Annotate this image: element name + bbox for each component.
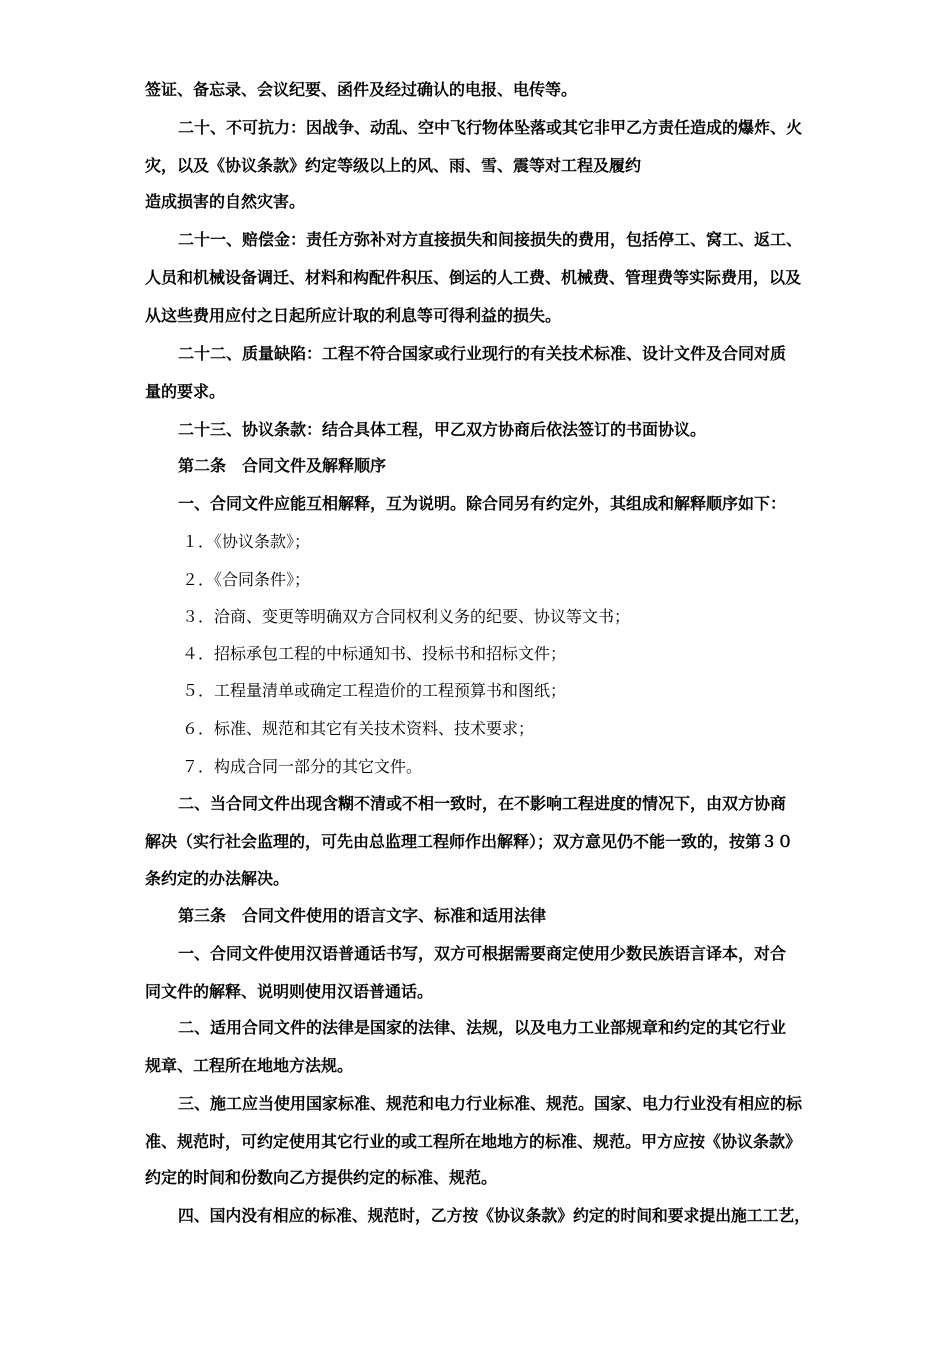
list-item: ５．工程量清单或确定工程造价的工程预算书和图纸； — [182, 681, 567, 700]
text-line: 二、适用合同文件的法律是国家的法律、法规，以及电力工业部规章和约定的其它行业 — [178, 1018, 787, 1037]
text-line: 二十二、质量缺陷：工程不符合国家或行业现行的有关技术标准、设计文件及合同对质 — [178, 344, 787, 363]
text-line: 二十、不可抗力：因战争、动乱、空中飞行物体坠落或其它非甲乙方责任造成的爆炸、火 — [178, 118, 803, 137]
section-heading: 第二条 合同文件及解释顺序 — [178, 456, 387, 475]
text-line: 二、当合同文件出现含糊不清或不相一致时，在不影响工程进度的情况下，由双方协商 — [178, 794, 787, 813]
list-item: １．《协议条款》； — [182, 532, 311, 551]
text-line: 人员和机械设备调迁、材料和构配件积压、倒运的人工费、机械费、管理费等实际费用，以及 — [145, 268, 802, 287]
list-item: ６．标准、规范和其它有关技术资料、技术要求； — [182, 719, 535, 738]
text-line: 解决（实行社会监理的，可先由总监理工程师作出解释）；双方意见仍不能一致的，按第３０ — [145, 832, 794, 851]
list-item: ２．《合同条件》； — [182, 570, 311, 589]
text-line: 一、合同文件使用汉语普通话书写，双方可根据需要商定使用少数民族语言译本，对合 — [178, 944, 787, 963]
list-item: ４．招标承包工程的中标通知书、投标书和招标文件； — [182, 644, 567, 663]
text-line: 约定的时间和份数向乙方提供约定的标准、规范。 — [145, 1168, 498, 1187]
text-line: 量的要求。 — [145, 382, 226, 401]
text-line: 四、国内没有相应的标准、规范时，乙方按《协议条款》约定的时间和要求提出施工工艺， — [178, 1206, 811, 1225]
text-line: 规章、工程所在地地方法规。 — [145, 1056, 354, 1075]
section-heading: 第三条 合同文件使用的语言文字、标准和适用法律 — [178, 906, 547, 925]
text-line: 三、施工应当使用国家标准、规范和电力行业标准、规范。国家、电力行业没有相应的标 — [178, 1094, 803, 1113]
text-line: 同文件的解释、说明则使用汉语普通话。 — [145, 982, 434, 1001]
text-line: 条约定的办法解决。 — [145, 869, 290, 888]
text-line: 造成损害的自然灾害。 — [145, 192, 306, 211]
text-line: 从这些费用应付之日起所应计取的利息等可得利益的损失。 — [145, 306, 562, 325]
list-item: ７．构成合同一部分的其它文件。 — [182, 757, 423, 776]
text-line: 签证、备忘录、会议纪要、函件及经过确认的电报、电传等。 — [145, 80, 578, 99]
text-line: 二十一、赔偿金：责任方弥补对方直接损失和间接损失的费用，包括停工、窝工、返工、 — [178, 230, 803, 249]
text-line: 一、合同文件应能互相解释，互为说明。除合同另有约定外，其组成和解释顺序如下： — [178, 494, 787, 513]
text-line: 二十三、协议条款：结合具体工程，甲乙双方协商后依法签订的书面协议。 — [178, 420, 707, 439]
text-line: 准、规范时，可约定使用其它行业的或工程所在地地方的标准、规范。甲方应按《协议条款》 — [145, 1132, 802, 1151]
text-line: 灾，以及《协议条款》约定等级以上的风、雨、雪、震等对工程及履约 — [145, 156, 642, 175]
list-item: ３．洽商、变更等明确双方合同权利义务的纪要、协议等文书； — [182, 607, 631, 626]
